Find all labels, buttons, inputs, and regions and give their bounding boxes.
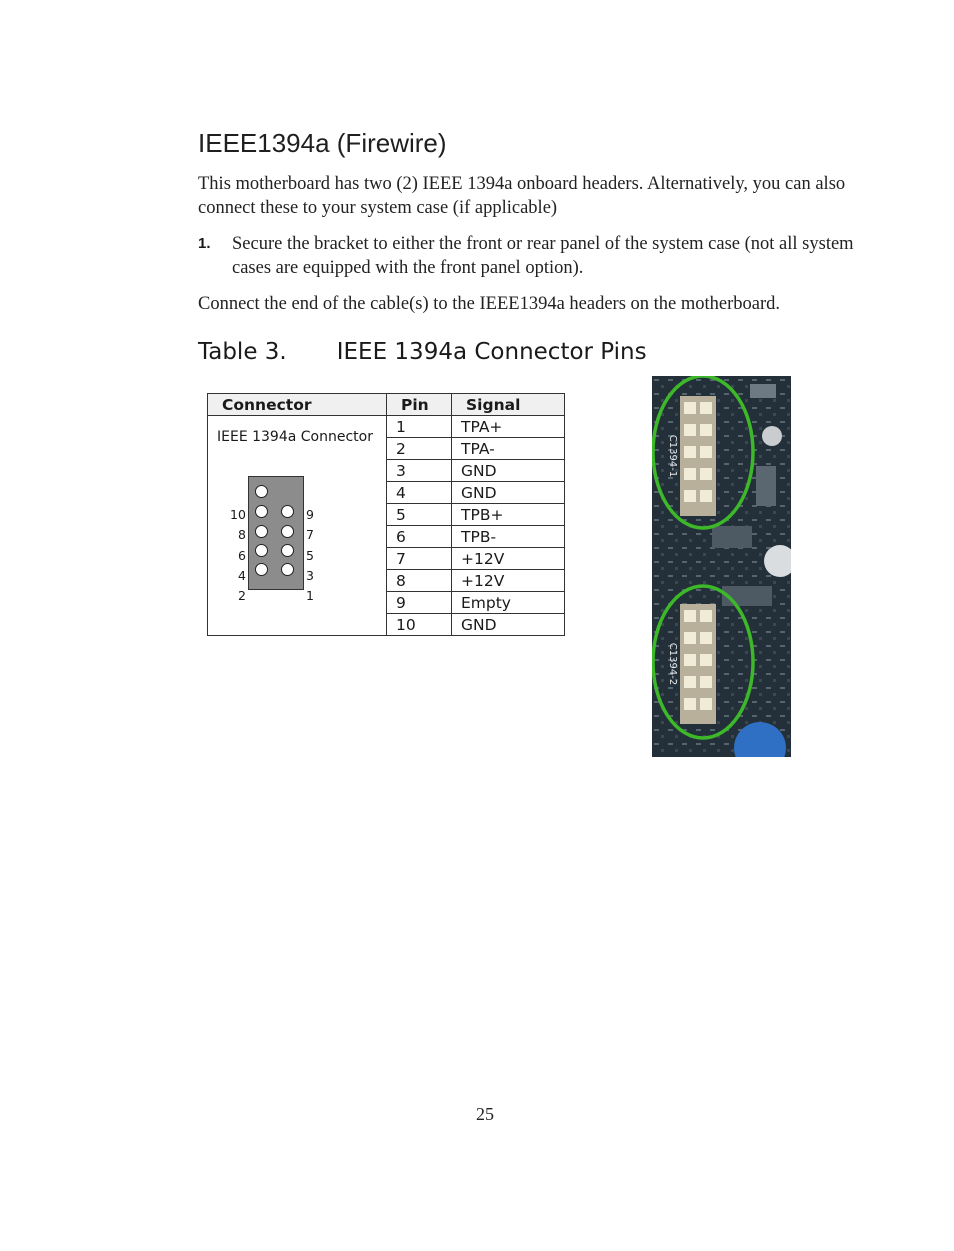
board-component <box>756 466 776 506</box>
table-header-row <box>208 394 565 416</box>
pin-6-hole <box>255 525 268 538</box>
step-text: Secure the bracket to either the front or rear panel of the system case (not all system cases are equipped with the front panel option). <box>232 234 854 278</box>
header-connector: Connector <box>208 394 387 416</box>
pin-3-hole <box>281 544 294 557</box>
pin-2-hole <box>255 563 268 576</box>
header-signal: Signal <box>452 394 565 416</box>
connector-header-diagram <box>248 476 304 590</box>
pin-cell: 9 <box>387 592 452 614</box>
pin-5-hole <box>281 525 294 538</box>
pin-label-4: 4 <box>238 568 246 583</box>
signal-cell: GND <box>452 460 565 482</box>
section-heading: IEEE1394a (Firewire) <box>198 128 447 158</box>
pin-label-3: 3 <box>306 568 314 583</box>
signal-cell: TPA+ <box>452 416 565 438</box>
signal-cell: TPB- <box>452 526 565 548</box>
intro-paragraph: This motherboard has two (2) IEEE 1394a onboard headers. Alternatively, you can also connect these to your system case (if applicable) <box>198 174 846 218</box>
header-1-silkscreen: C1394-1 <box>667 434 678 478</box>
pin-cell: 7 <box>387 548 452 570</box>
pin-10-hole <box>255 485 268 498</box>
signal-cell: GND <box>452 614 565 636</box>
page-number: 25 <box>476 1104 494 1124</box>
pin-cell: 6 <box>387 526 452 548</box>
pin-8-hole <box>255 505 268 518</box>
pin-label-7: 7 <box>306 527 314 542</box>
signal-cell: TPA- <box>452 438 565 460</box>
pin-7-hole <box>281 505 294 518</box>
pin-cell: 10 <box>387 614 452 636</box>
step-number: 1. <box>198 235 211 252</box>
pin-cell: 3 <box>387 460 452 482</box>
table-caption <box>198 339 647 365</box>
board-component <box>750 384 776 398</box>
pin-cell: 5 <box>387 504 452 526</box>
pin-label-1: 1 <box>306 588 314 603</box>
connector-label: IEEE 1394a Connector <box>217 429 373 445</box>
header-1394-2 <box>680 604 716 724</box>
closing-paragraph: Connect the end of the cable(s) to the IEEE1394a headers on the motherboard. <box>198 294 781 314</box>
capacitor <box>762 426 782 446</box>
pin-label-9: 9 <box>306 507 314 522</box>
pin-label-8: 8 <box>238 527 246 542</box>
table-caption-label: Table 3. <box>198 339 287 365</box>
pin-label-5: 5 <box>306 548 314 563</box>
table-caption-title: IEEE 1394a Connector Pins <box>336 339 647 365</box>
header-pin: Pin <box>387 394 452 416</box>
connector-pin-table <box>207 393 565 636</box>
connector-cell <box>208 416 387 636</box>
pin-label-10: 10 <box>230 507 246 522</box>
signal-cell: Empty <box>452 592 565 614</box>
motherboard-photo <box>652 376 791 757</box>
pin-cell: 4 <box>387 482 452 504</box>
pin-cell: 1 <box>387 416 452 438</box>
signal-cell: GND <box>452 482 565 504</box>
pin-cell: 8 <box>387 570 452 592</box>
signal-cell: TPB+ <box>452 504 565 526</box>
pin-4-hole <box>255 544 268 557</box>
pin-cell: 2 <box>387 438 452 460</box>
board-component <box>712 526 752 548</box>
pin-label-6: 6 <box>238 548 246 563</box>
header-2-silkscreen: C1394-2 <box>667 642 678 686</box>
signal-cell: +12V <box>452 570 565 592</box>
table-row <box>208 416 565 438</box>
header-1394-1 <box>680 396 716 516</box>
pin-label-2: 2 <box>238 588 246 603</box>
signal-cell: +12V <box>452 548 565 570</box>
pin-1-hole <box>281 563 294 576</box>
